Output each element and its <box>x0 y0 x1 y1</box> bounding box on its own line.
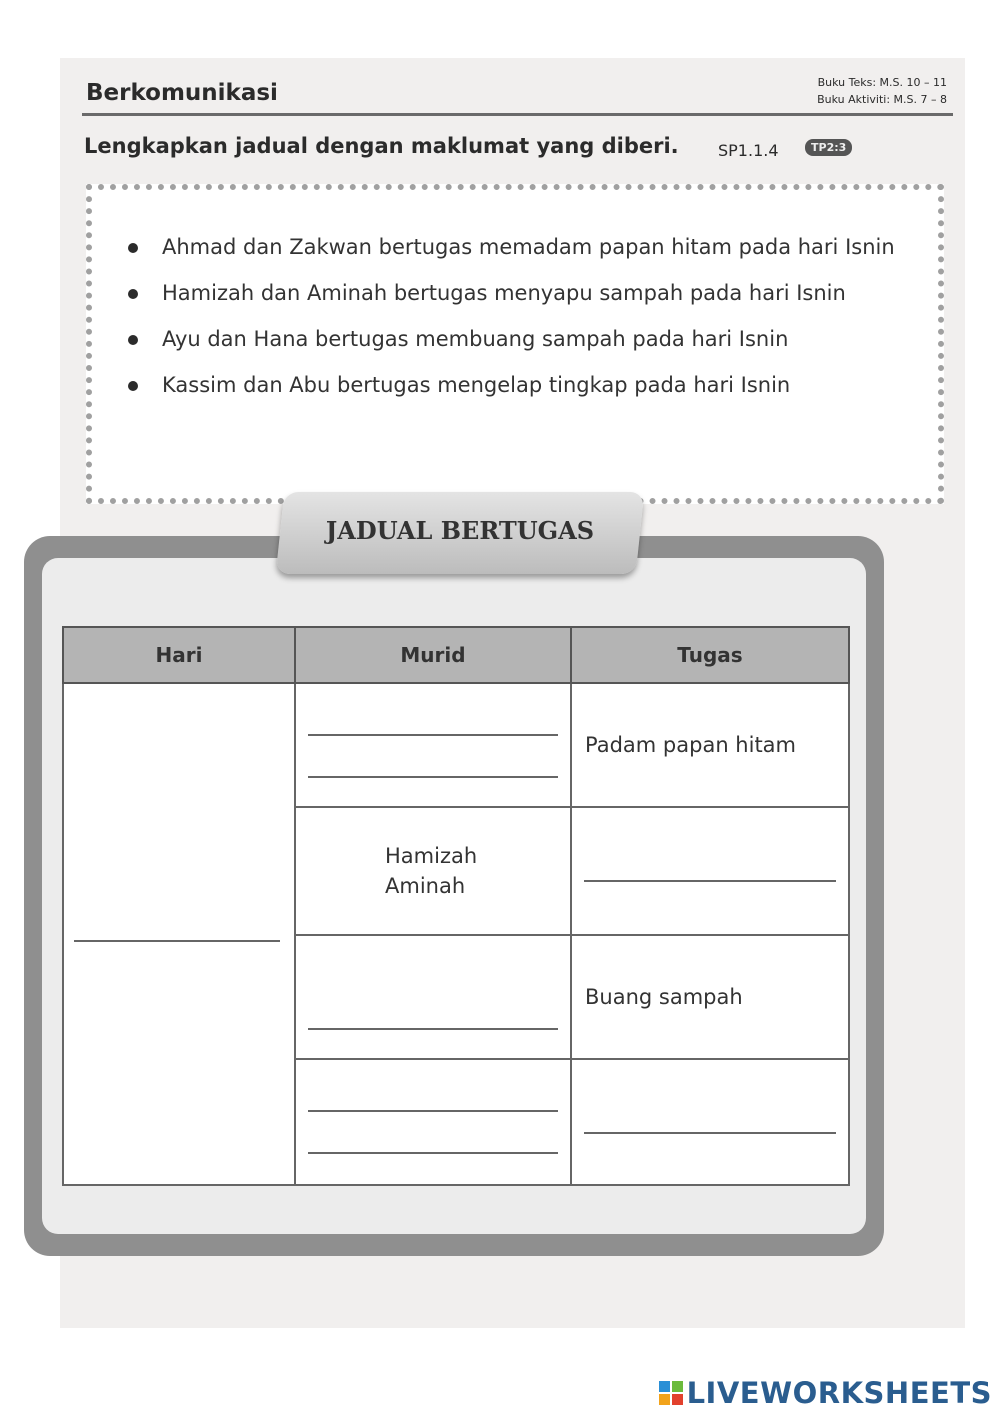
murid-answer-line[interactable] <box>308 1028 558 1030</box>
tugas-cell <box>571 807 849 935</box>
info-item: Ayu dan Hana bertugas membuang sampah pada hari Isnin <box>162 324 898 354</box>
table-row <box>63 683 849 807</box>
info-item: Kassim dan Abu bertugas mengelap tingkap pada hari Isnin <box>162 370 898 400</box>
header-murid: Murid <box>295 627 571 683</box>
table-title: JADUAL BERTUGAS <box>325 516 595 545</box>
murid-answer-line[interactable] <box>308 1110 558 1112</box>
duty-table <box>62 626 850 1186</box>
murid-answer-line[interactable] <box>308 776 558 778</box>
section-title: Berkomunikasi <box>86 80 278 106</box>
murid-answer-line[interactable] <box>308 734 558 736</box>
tugas-text: Buang sampah <box>585 985 743 1009</box>
info-list <box>92 190 938 400</box>
liveworksheets-icon <box>659 1381 683 1405</box>
tugas-cell <box>571 1059 849 1185</box>
murid-cell <box>295 683 571 807</box>
murid-text: Hamizah Aminah <box>385 844 478 898</box>
activity-book-reference: Buku Aktiviti: M.S. 7 – 8 <box>817 93 947 106</box>
murid-cell <box>295 935 571 1059</box>
logo-text: LIVEWORKSHEETS <box>686 1376 992 1410</box>
tugas-answer-line[interactable] <box>584 1132 836 1134</box>
textbook-reference: Buku Teks: M.S. 10 – 11 <box>817 76 947 89</box>
info-item: Ahmad dan Zakwan bertugas memadam papan hitam pada hari Isnin <box>162 232 898 262</box>
tugas-text: Padam papan hitam <box>585 733 797 757</box>
info-box <box>86 184 944 504</box>
murid-cell <box>295 1059 571 1185</box>
header-hari: Hari <box>63 627 295 683</box>
hari-answer-line[interactable] <box>74 940 280 942</box>
tp-badge: TP2:3 <box>805 139 852 156</box>
hari-cell <box>63 683 295 1185</box>
tugas-answer-line[interactable] <box>584 880 836 882</box>
book-references <box>817 74 947 108</box>
header-tugas: Tugas <box>571 627 849 683</box>
murid-answer-line[interactable] <box>308 1152 558 1154</box>
standard-code: SP1.1.4 <box>718 141 779 160</box>
murid-cell <box>295 807 571 935</box>
header-divider <box>82 113 953 116</box>
tugas-cell <box>571 683 849 807</box>
info-item: Hamizah dan Aminah bertugas menyapu sampah pada hari Isnin <box>162 278 898 308</box>
table-header-row <box>63 627 849 683</box>
liveworksheets-logo[interactable] <box>659 1376 992 1410</box>
instruction-text: Lengkapkan jadual dengan maklumat yang diberi. <box>84 134 679 158</box>
tugas-cell <box>571 935 849 1059</box>
